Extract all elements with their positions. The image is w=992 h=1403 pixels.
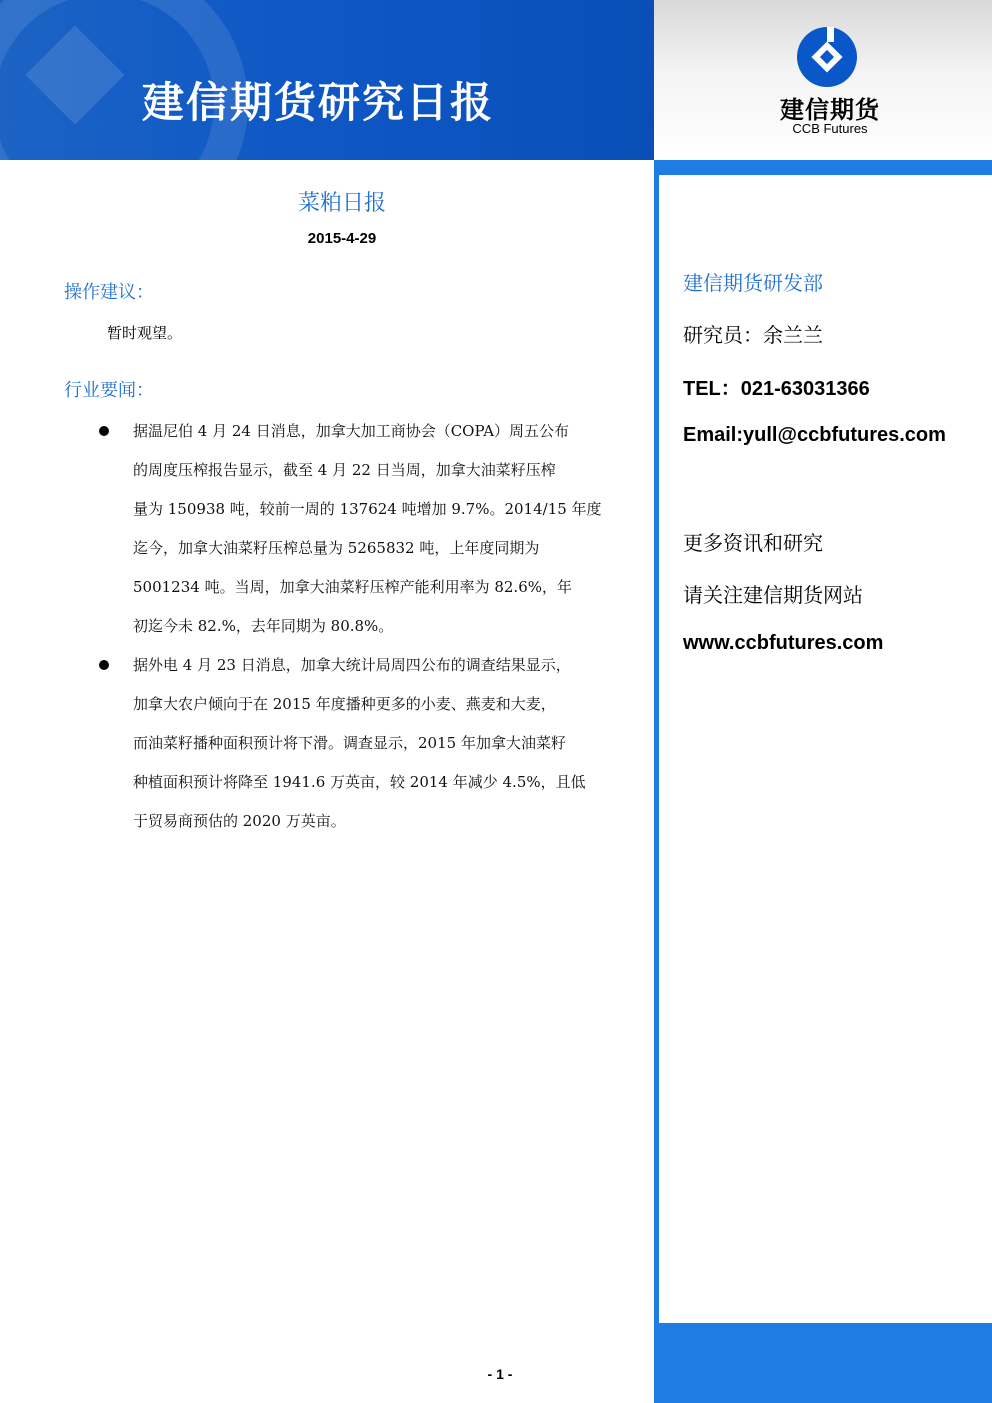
news-line: 据温尼伯 4 月 24 日消息，加拿大加工商协会（COPA）周五公布 [133, 422, 570, 440]
news-line: 据外电 4 月 23 日消息，加拿大统计局周四公布的调查结果显示， [133, 656, 571, 674]
sidebar-email[interactable]: Email:yull@ccbfutures.com [683, 424, 946, 446]
news-line: 的周度压榨报告显示，截至 4 月 22 日当周，加拿大油菜籽压榨 [133, 461, 556, 479]
news-line: 量为 150938 吨，较前一周的 137624 吨增加 9.7%。2014/15 年度 [133, 500, 602, 518]
news-item-1 [133, 412, 633, 646]
sidebar-website[interactable]: www.ccbfutures.com [683, 632, 884, 654]
bullet-icon [99, 660, 109, 670]
news-line: 于贸易商预估的 2020 万英亩。 [133, 812, 346, 830]
news-line: 迄今，加拿大油菜籽压榨总量为 5265832 吨，上年度同期为 [133, 539, 540, 557]
news-line: 种植面积预计将降至 1941.6 万英亩，较 2014 年减少 4.5%，且低 [133, 773, 586, 791]
banner-title: 建信期货研究日报 [142, 78, 495, 127]
news-line: 加拿大农户倾向于在 2015 年度播种更多的小麦、燕麦和大麦， [133, 695, 556, 713]
brand-name-en: CCB Futures [792, 121, 868, 136]
news-line: 初迄今未 82.%，去年同期为 80.8%。 [133, 617, 394, 635]
news-line: 而油菜籽播种面积预计将下滑。调查显示，2015 年加拿大油菜籽 [133, 734, 566, 752]
sidebar-researcher: 研究员：余兰兰 [683, 323, 823, 347]
brand-name-cn: 建信期货 [780, 96, 880, 124]
bullet-icon [99, 426, 109, 436]
report-date: 2015-4-29 [307, 230, 377, 247]
page-number: - 1 - [487, 1366, 513, 1382]
header-banner [0, 0, 654, 160]
news-heading: 行业要闻： [64, 380, 154, 401]
report-title: 菜粕日报 [297, 191, 386, 216]
ccb-logo-icon [794, 24, 860, 90]
news-item-2 [133, 646, 633, 841]
advice-heading: 操作建议： [64, 282, 154, 303]
sidebar-tel: TEL：021-63031366 [683, 378, 870, 400]
advice-text: 暂时观望。 [107, 324, 183, 342]
news-line: 5001234 吨。当周，加拿大油菜籽压榨产能利用率为 82.6%，年 [133, 578, 572, 596]
sidebar-more-info: 更多资讯和研究 [683, 531, 823, 555]
sidebar-follow: 请关注建信期货网站 [683, 583, 863, 607]
sidebar-department: 建信期货研发部 [683, 271, 823, 295]
